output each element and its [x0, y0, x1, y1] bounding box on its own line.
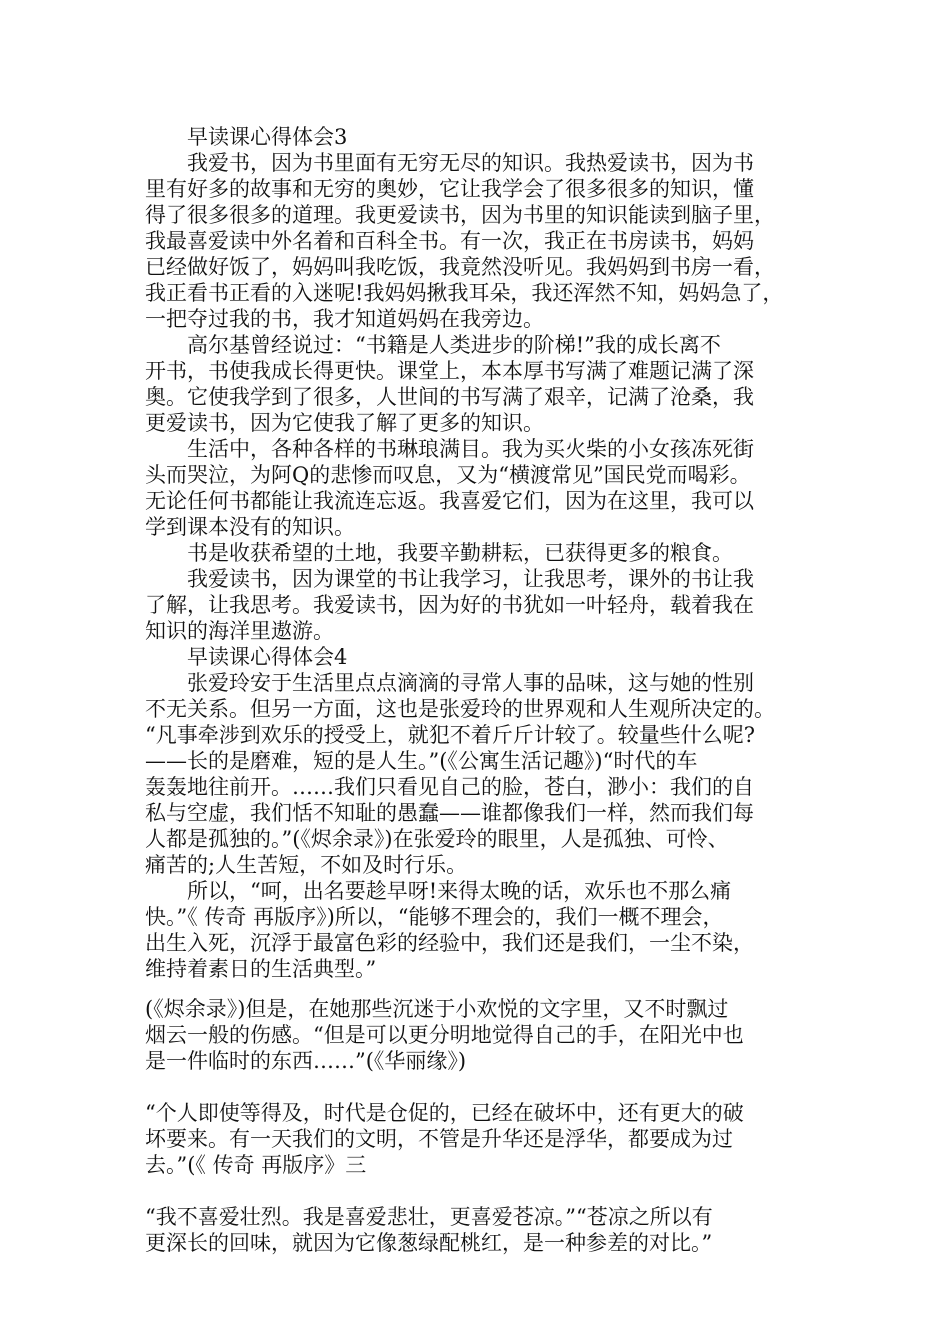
text-line: 我正看书正看的入迷呢!我妈妈揪我耳朵，我还浑然不知，妈妈急了，: [145, 281, 784, 305]
text-line: (《烬余录》)但是，在她那些沉迷于小欢悦的文字里，又不时飘过: [145, 997, 729, 1021]
text-line: 私与空虚，我们恬不知耻的愚蠢——谁都像我们一样，然而我们每: [145, 801, 754, 825]
text-line: 我爱读书，因为课堂的书让我学习，让我思考，课外的书让我: [145, 567, 754, 591]
text-line: ——长的是磨难，短的是人生。”(《公寓生活记趣》)“时代的车: [145, 749, 698, 773]
text-line: 去。”(《 传奇 再版序》三: [145, 1153, 367, 1177]
text-line: 奥。它使我学到了很多，人世间的书写满了艰辛，记满了沧桑，我: [145, 385, 754, 409]
text-line: 出生入死，沉浮于最富色彩的经验中，我们还是我们，一尘不染，: [145, 931, 754, 955]
text-line: 生活中，各种各样的书琳琅满目。我为买火柴的小女孩冻死街: [145, 437, 754, 461]
text-line: 里有好多的故事和无穷的奥妙，它让我学会了很多很多的知识，懂: [145, 177, 754, 201]
text-line: 坏要来。有一天我们的文明，不管是升华还是浮华，都要成为过: [145, 1127, 733, 1151]
text-line: 痛苦的;人生苦短，不如及时行乐。: [145, 853, 468, 877]
text-line: 了解，让我思考。我爱读书，因为好的书犹如一叶轻舟，载着我在: [145, 593, 754, 617]
text-line: 更爱读书，因为它使我了解了更多的知识。: [145, 411, 544, 435]
essay-section-1: [145, 124, 815, 982]
text-line: 更深长的回味，就因为它像葱绿配桃红，是一种参差的对比。”: [145, 1231, 713, 1255]
text-line: “凡事牵涉到欢乐的授受上，就犯不着斤斤计较了。较量些什么呢?: [145, 723, 755, 747]
text-line: 高尔基曾经说过：“书籍是人类进步的阶梯!”我的成长离不: [145, 333, 721, 357]
essay-section-3: [145, 1100, 815, 1178]
text-line: “我不喜爱壮烈。我是喜爱悲壮，更喜爱苍凉。”“苍凉之所以有: [145, 1205, 713, 1229]
text-line: 维持着素日的生活典型。”: [145, 957, 377, 981]
text-line: “个人即使等得及，时代是仓促的，已经在破坏中，还有更大的破: [145, 1101, 744, 1125]
text-line: 烟云一般的伤感。“但是可以更分明地觉得自己的手，在阳光中也: [145, 1023, 744, 1047]
text-line: 张爱玲安于生活里点点滴滴的寻常人事的品味，这与她的性别: [145, 671, 754, 695]
text-line: 得了很多很多的道理。我更爱读书，因为书里的知识能读到脑子里，: [145, 203, 775, 227]
text-line: 早读课心得体会4: [145, 645, 348, 669]
text-line: 不无关系。但另一方面，这也是张爱玲的世界观和人生观所决定的。: [145, 697, 775, 721]
text-line: 一把夺过我的书，我才知道妈妈在我旁边。: [145, 307, 544, 331]
text-line: 人都是孤独的。”(《烬余录》)在张爱玲的眼里，人是孤独、可怜、: [145, 827, 729, 851]
essay-section-2: [145, 996, 815, 1074]
text-line: 快。”《 传奇 再版序》)所以，“能够不理会的，我们一概不理会，: [145, 905, 724, 929]
text-line: 早读课心得体会3: [145, 125, 348, 149]
text-line: 轰轰地往前开。……我们只看见自己的脸，苍白，渺小：我们的自: [145, 775, 754, 799]
text-line: 我爱书，因为书里面有无穷无尽的知识。我热爱读书，因为书: [145, 151, 754, 175]
text-line: 知识的海洋里遨游。: [145, 619, 334, 643]
text-line: 书是收获希望的土地，我要辛勤耕耘，已获得更多的粮食。: [145, 541, 733, 565]
text-line: 无论任何书都能让我流连忘返。我喜爱它们，因为在这里，我可以: [145, 489, 754, 513]
text-line: 学到课本没有的知识。: [145, 515, 355, 539]
text-line: 我最喜爱读中外名着和百科全书。有一次，我正在书房读书，妈妈: [145, 229, 754, 253]
text-line: 已经做好饭了，妈妈叫我吃饭，我竟然没听见。我妈妈到书房一看，: [145, 255, 775, 279]
essay-section-4: [145, 1204, 815, 1256]
text-line: 头而哭泣，为阿Q的悲惨而叹息，又为“横渡常见”国民党而喝彩。: [145, 463, 751, 487]
text-line: 是一件临时的东西……”(《华丽缘》): [145, 1049, 467, 1073]
text-line: 所以，“呵，出名要趁早呀!来得太晚的话，欢乐也不那么痛: [145, 879, 732, 903]
text-line: 开书，书使我成长得更快。课堂上，本本厚书写满了难题记满了深: [145, 359, 754, 383]
